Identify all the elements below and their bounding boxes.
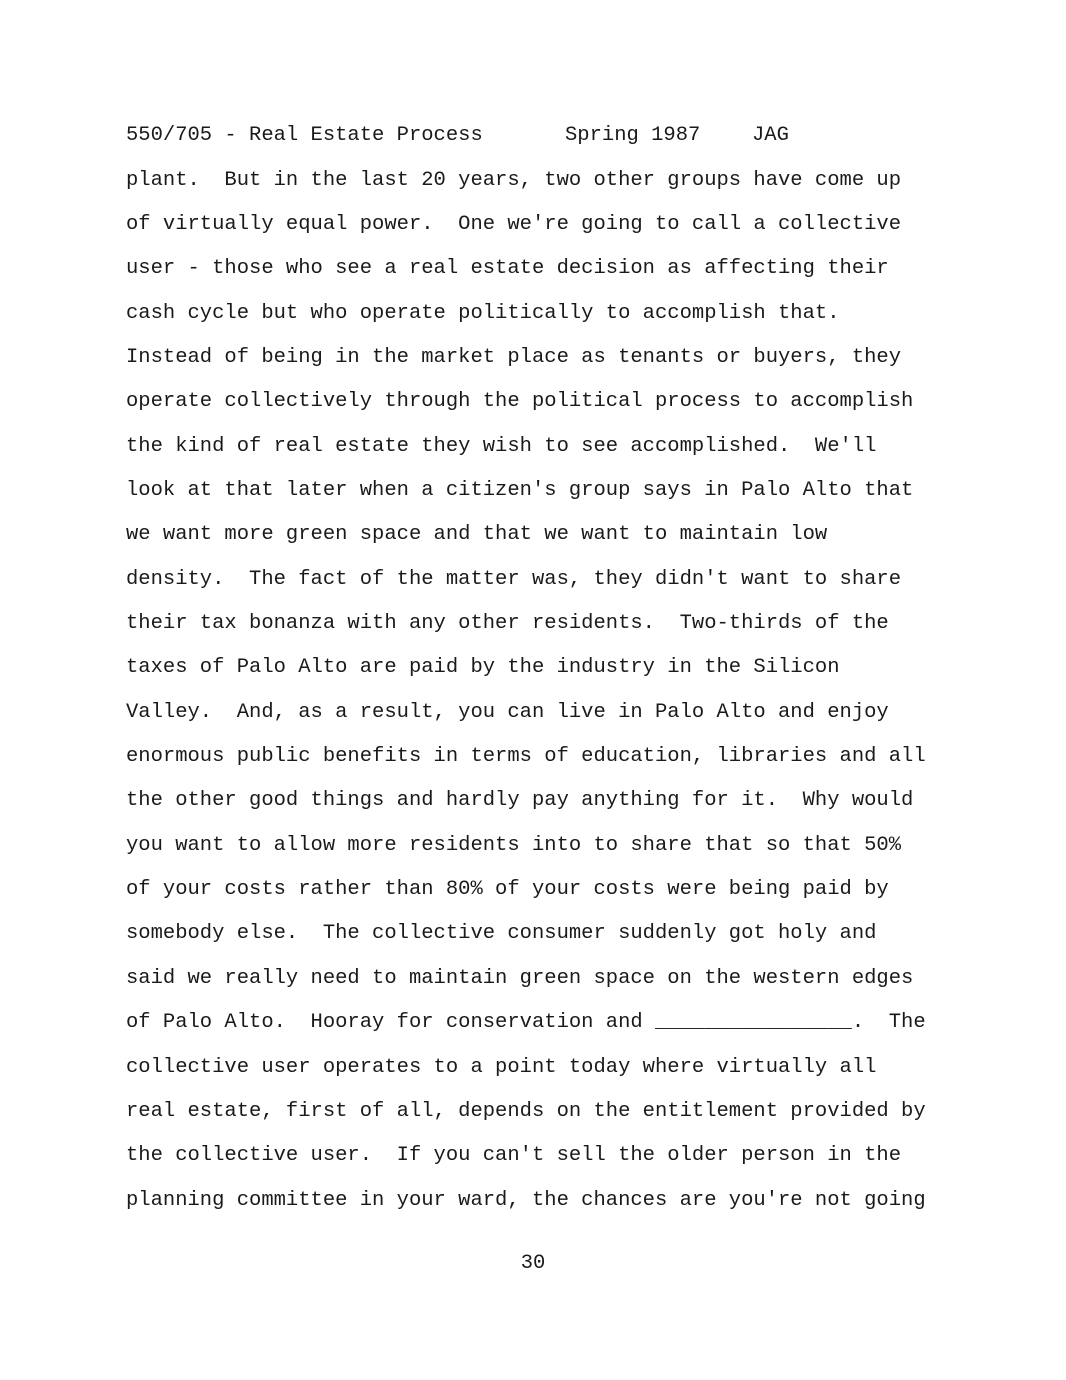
text-line: density. The fact of the matter was, they didn't want to share [126, 567, 902, 591]
text-line: planning committee in your ward, the chances are you're not going [126, 1188, 926, 1212]
text-line: the other good things and hardly pay anything for it. Why would [126, 789, 914, 813]
header-course: 550/705 - Real Estate Process [126, 124, 483, 147]
text-line: look at that later when a citizen's group says in Palo Alto that [126, 478, 914, 502]
text-line: of virtually equal power. One we're going to call a collective [126, 212, 902, 236]
text-line: somebody else. The collective consumer suddenly got holy and [126, 922, 877, 946]
text-line: real estate, first of all, depends on the entitlement provided by [126, 1099, 926, 1123]
text-line: Valley. And, as a result, you can live in Palo Alto and enjoy [126, 700, 889, 724]
text-line: the collective user. If you can't sell the older person in the [126, 1144, 902, 1168]
text-line: Instead of being in the market place as tenants or buyers, they [126, 345, 902, 369]
text-line: taxes of Palo Alto are paid by the industry in the Silicon [126, 656, 840, 680]
text-line: of your costs rather than 80% of your costs were being paid by [126, 878, 889, 902]
text-line: enormous public benefits in terms of education, libraries and all [126, 745, 926, 769]
text-line: we want more green space and that we want to maintain low [126, 523, 828, 547]
header-initials: JAG [752, 124, 789, 147]
text-line: cash cycle but who operate politically to accomplish that. [126, 301, 840, 325]
text-line: user - those who see a real estate decision as affecting their [126, 257, 889, 281]
text-line: the kind of real estate they wish to see accomplished. We'll [126, 434, 877, 458]
header-term: Spring 1987 [565, 124, 701, 147]
text-line: operate collectively through the political process to accomplish [126, 390, 914, 414]
text-line: plant. But in the last 20 years, two other groups have come up [126, 168, 902, 192]
page-number: 30 [520, 1252, 546, 1275]
text-line: their tax bonanza with any other residents. Two-thirds of the [126, 612, 889, 635]
text-line: said we really need to maintain green space on the western edges [126, 966, 914, 990]
text-line: collective user operates to a point today where virtually all [126, 1055, 877, 1079]
text-line: you want to allow more residents into to share that so that 50% [126, 833, 902, 857]
text-line: of Palo Alto. Hooray for conservation and ________________. The [126, 1011, 926, 1035]
page-header [126, 124, 789, 148]
